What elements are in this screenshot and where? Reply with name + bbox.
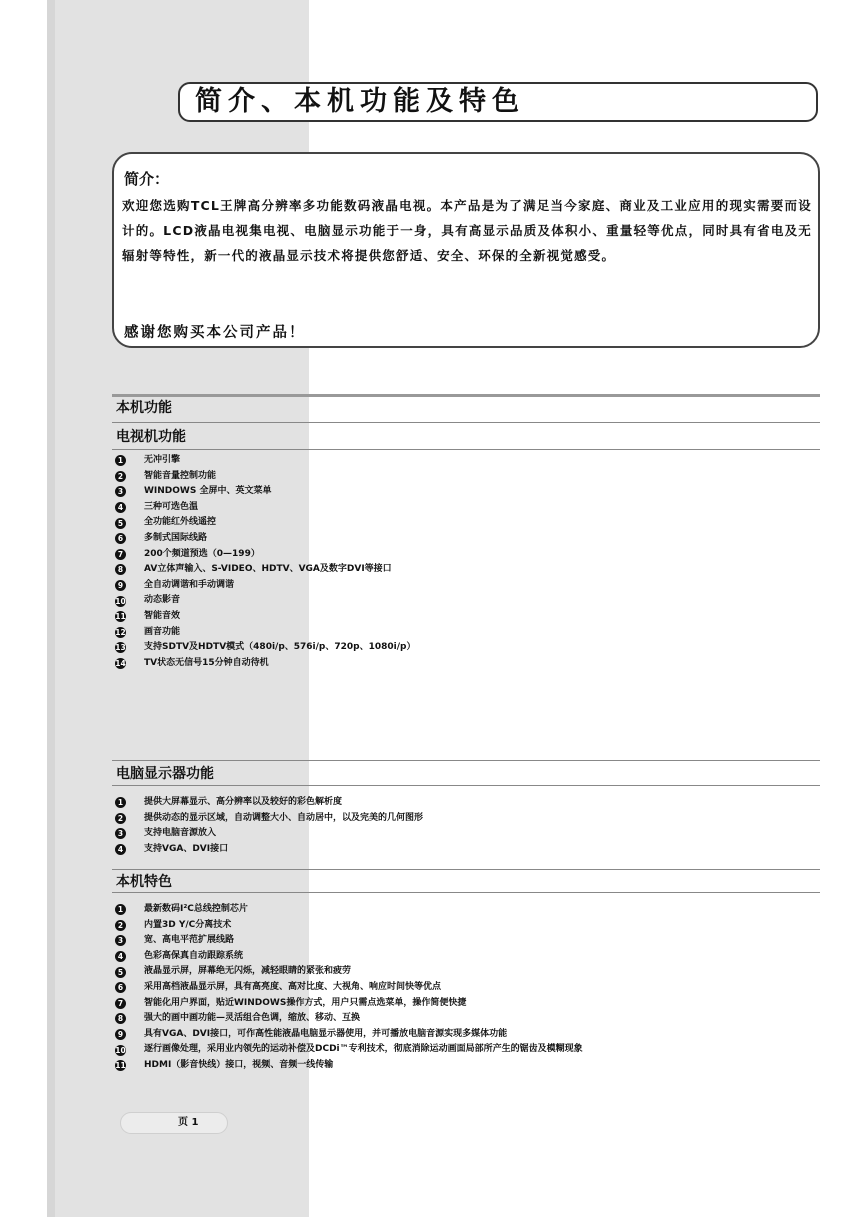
list-item-text: 强大的画中画功能—灵活组合色调，缩放、移动、互换 xyxy=(144,1013,361,1024)
list-item-text: 全功能红外线遥控 xyxy=(144,517,217,528)
list-item-text: 色彩高保真自动跟踪系统 xyxy=(144,950,244,961)
list-item xyxy=(112,640,820,656)
list-item-text: 提供大屏幕显示、高分辨率以及较好的彩色解析度 xyxy=(144,797,343,807)
number-bullet-icon: 12 xyxy=(115,627,126,637)
list-item-text: 三种可选色温 xyxy=(144,501,199,512)
list-item xyxy=(112,453,820,469)
number-bullet-icon: 11 xyxy=(115,612,126,622)
list-item xyxy=(112,1042,820,1058)
number-bullet-icon: 7 xyxy=(115,998,126,1009)
number-bullet-icon: 10 xyxy=(115,1045,126,1055)
number-bullet-icon: 3 xyxy=(115,828,126,839)
specialty-list xyxy=(112,902,820,1074)
number-bullet-icon: 10 xyxy=(115,596,126,606)
list-item-text: 液晶显示屏，屏幕绝无闪烁，减轻眼睛的紧张和疲劳 xyxy=(144,966,352,977)
list-item xyxy=(112,826,820,842)
number-bullet-icon: 8 xyxy=(115,1013,126,1024)
number-bullet-icon: 2 xyxy=(115,471,126,482)
list-item xyxy=(112,656,820,672)
section-header-features: 本机功能 xyxy=(112,394,820,414)
list-item xyxy=(112,562,820,578)
list-item-text: 智能音量控制功能 xyxy=(144,470,217,481)
list-item xyxy=(112,625,820,641)
number-bullet-icon: 14 xyxy=(115,659,126,669)
list-item-text: 具有VGA、DVI接口，可作高性能液晶电脑显示器使用，并可播放电脑音源实现多媒体功能 xyxy=(144,1028,508,1039)
list-item-text: 采用高档液晶显示屏，具有高亮度、高对比度、大视角、响应时间快等优点 xyxy=(144,981,442,992)
list-item-text: 提供动态的显示区域，自动调整大小、自动居中，以及完美的几何图形 xyxy=(144,812,424,823)
list-item xyxy=(112,918,820,934)
number-bullet-icon: 9 xyxy=(115,580,126,591)
section-header-tv: 电视机功能 xyxy=(112,422,820,450)
list-item xyxy=(112,964,820,980)
list-item xyxy=(112,1011,820,1027)
list-item-text: 支持电脑音源放入 xyxy=(144,828,217,839)
list-item xyxy=(112,902,820,918)
number-bullet-icon: 6 xyxy=(115,982,126,993)
list-item xyxy=(112,996,820,1012)
list-item xyxy=(112,842,820,858)
list-item xyxy=(112,795,820,811)
list-item-text: TV状态无信号15分钟自动待机 xyxy=(144,657,269,668)
list-item xyxy=(112,949,820,965)
number-bullet-icon: 8 xyxy=(115,564,126,575)
list-item xyxy=(112,980,820,996)
number-bullet-icon: 4 xyxy=(115,502,126,513)
number-bullet-icon: 1 xyxy=(115,797,126,808)
list-item-text: AV立体声输入、S-VIDEO、HDTV、VGA及数字DVI等接口 xyxy=(144,564,392,575)
list-item-text: 无冲引擎 xyxy=(144,455,181,465)
list-item xyxy=(112,593,820,609)
list-item-text: 内置3D Y/C分离技术 xyxy=(144,919,232,930)
list-item xyxy=(112,609,820,625)
list-item-text: 多制式国际线路 xyxy=(144,532,208,543)
list-item xyxy=(112,578,820,594)
number-bullet-icon: 2 xyxy=(115,813,126,824)
number-bullet-icon: 2 xyxy=(115,920,126,931)
number-bullet-icon: 4 xyxy=(115,844,126,855)
number-bullet-icon: 7 xyxy=(115,549,126,560)
number-bullet-icon: 13 xyxy=(115,643,126,653)
number-bullet-icon: 11 xyxy=(115,1061,126,1071)
number-bullet-icon: 5 xyxy=(115,967,126,978)
number-bullet-icon: 5 xyxy=(115,518,126,529)
page-number-pill xyxy=(120,1112,228,1134)
list-item-text: 最新数码I²C总线控制芯片 xyxy=(144,904,248,914)
number-bullet-icon: 4 xyxy=(115,951,126,962)
intro-heading: 简介： xyxy=(124,170,170,188)
list-item-text: WINDOWS 全屏中、英文菜单 xyxy=(144,486,272,497)
list-item xyxy=(112,484,820,500)
list-item xyxy=(112,469,820,485)
list-item xyxy=(112,500,820,516)
list-item-text: 支持SDTV及HDTV模式（480i/p、576i/p、720p、1080i/p） xyxy=(144,642,416,653)
section-header-specialty: 本机特色 xyxy=(112,869,820,893)
list-item-text: 动态影音 xyxy=(144,595,181,606)
list-item xyxy=(112,933,820,949)
list-item xyxy=(112,1058,820,1074)
page-number: 页 1 xyxy=(178,1117,199,1128)
background-gray-strip xyxy=(47,0,55,1217)
intro-thanks: 感谢您购买本公司产品！ xyxy=(124,325,306,341)
number-bullet-icon: 3 xyxy=(115,935,126,946)
list-item-text: 智能化用户界面，贴近WINDOWS操作方式，用户只需点选菜单，操作简便快捷 xyxy=(144,997,467,1008)
number-bullet-icon: 6 xyxy=(115,533,126,544)
list-item-text: 逐行画像处理，采用业内领先的运动补偿及DCDi™专利技术，彻底消除运动画面局部所产生的锯齿及模糊现象 xyxy=(144,1044,583,1055)
list-item xyxy=(112,811,820,827)
section-header-pc: 电脑显示器功能 xyxy=(112,760,820,786)
pc-feature-list xyxy=(112,795,820,857)
number-bullet-icon: 1 xyxy=(115,455,126,466)
page-title: 简介、本机功能及特色 xyxy=(195,86,525,117)
list-item xyxy=(112,1027,820,1043)
list-item-text: 宽、高电平范扩展线路 xyxy=(144,935,235,946)
list-item-text: HDMI（影音快线）接口，视频、音频一线传输 xyxy=(144,1059,334,1070)
list-item-text: 全自动调谐和手动调谐 xyxy=(144,579,235,590)
list-item xyxy=(112,515,820,531)
list-item-text: 200个频道预选（0—199） xyxy=(144,548,260,559)
number-bullet-icon: 9 xyxy=(115,1029,126,1040)
list-item-text: 智能音效 xyxy=(144,610,181,621)
list-item-text: 支持VGA、DVI接口 xyxy=(144,843,229,854)
intro-body: 欢迎您选购TCL王牌高分辨率多功能数码液晶电视。本产品是为了满足当今家庭、商业及工业应用的现实需要而设计的。LCD液晶电视集电视、电脑显示功能于一身，具有高显示品质及体积小、重量轻等优点，同时具有省电及无辐射等特性，新一代的液晶显示技术将提供您舒适、安全、环保的全新视觉感受。 xyxy=(122,198,812,263)
list-item xyxy=(112,531,820,547)
list-item-text: 画音功能 xyxy=(144,626,181,637)
number-bullet-icon: 1 xyxy=(115,904,126,915)
tv-feature-list xyxy=(112,453,820,671)
number-bullet-icon: 3 xyxy=(115,486,126,497)
list-item xyxy=(112,547,820,563)
